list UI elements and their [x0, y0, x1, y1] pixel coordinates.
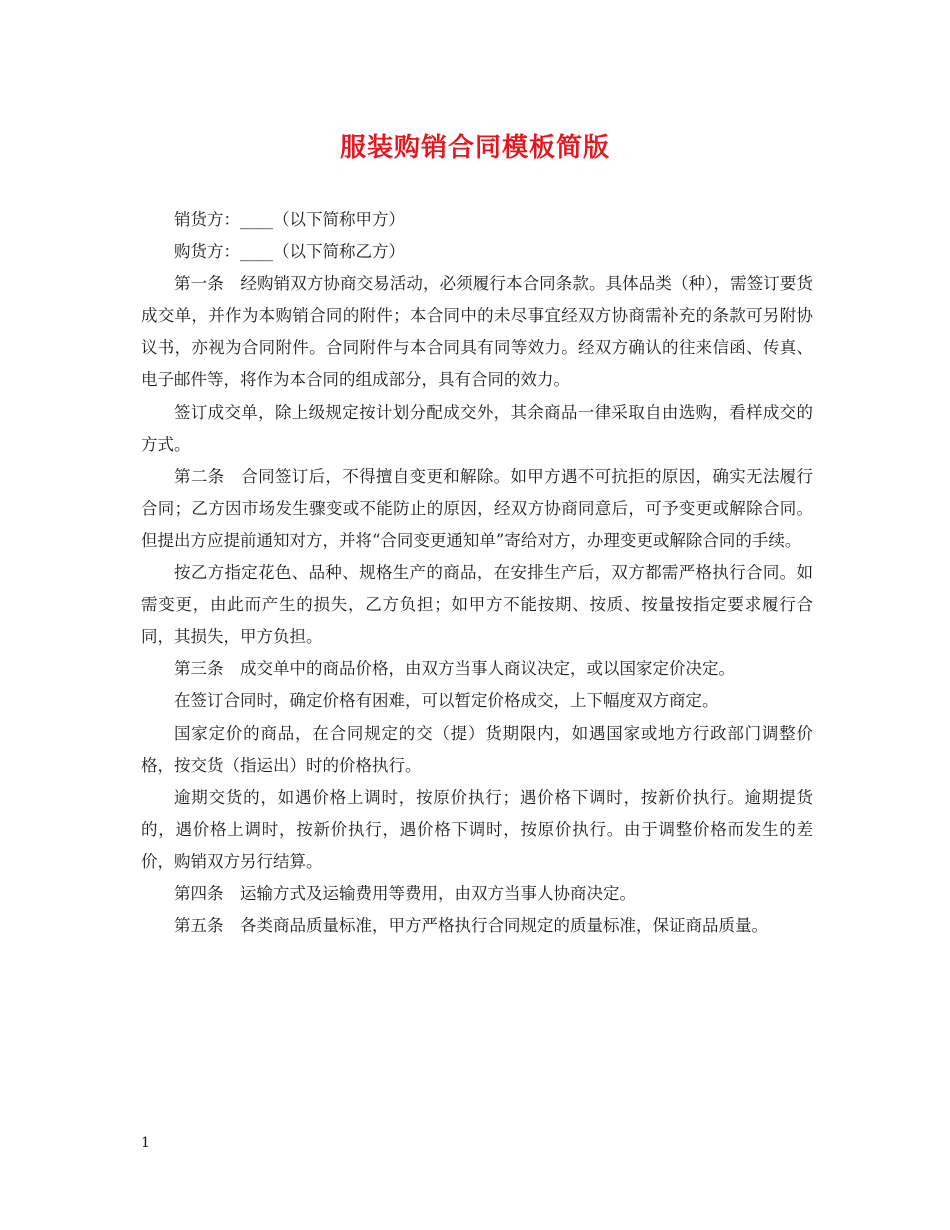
paragraph-tentative-price: 在签订合同时，确定价格有困难，可以暂定价格成交，上下幅度双方商定。	[174, 691, 719, 711]
document-body	[141, 204, 813, 942]
paragraph-overdue: 逾期交货的，如遇价格上调时，按原价执行；遇价格下调时，按新价执行。逾期提货的，遇价格上调时，按新价执行，遇价格下调时，按原价执行。由于调整价格而发生的差价，购销双方另行结算。	[141, 787, 813, 871]
paragraph-order-method: 签订成交单，除上级规定按计划分配成交外，其余商品一律采取自由选购，看样成交的方式。	[141, 402, 813, 454]
paragraph-article-2: 第二条 合同签订后，不得擅自变更和解除。如甲方遇不可抗拒的原因，确实无法履行合同；乙方因市场发生骤变或不能防止的原因，经双方协商同意后，可予变更或解除合同。但提出方应提前通知对方，并将“合同变更通知单”寄给对方，办理变更或解除合同的手续。	[141, 466, 813, 550]
document-title: 服装购销合同模板简版	[339, 133, 610, 163]
paragraph-state-price: 国家定价的商品，在合同规定的交（提）货期限内，如遇国家或地方行政部门调整价格，按交货（指运出）时的价格执行。	[141, 723, 813, 775]
paragraph-article-5: 第五条 各类商品质量标准，甲方严格执行合同规定的质量标准，保证商品质量。	[174, 916, 768, 936]
page-number: 1	[141, 1135, 150, 1151]
paragraph-custom-goods: 按乙方指定花色、品种、规格生产的商品，在安排生产后，双方都需严格执行合同。如需变更，由此而产生的损失，乙方负担；如甲方不能按期、按质、按量按指定要求履行合同，其损失，甲方负担。	[141, 563, 813, 647]
paragraph-seller: 销货方：____（以下简称甲方）	[174, 210, 405, 229]
paragraph-article-3: 第三条 成交单中的商品价格，由双方当事人商议决定，或以国家定价决定。	[174, 659, 735, 679]
paragraph-buyer: 购货方：____（以下简称乙方）	[174, 242, 405, 262]
paragraph-article-4: 第四条 运输方式及运输费用等费用，由双方当事人协商决定。	[174, 883, 636, 903]
paragraph-article-1: 第一条 经购销双方协商交易活动，必须履行本合同条款。具体品类（种），需签订要货成交单，并作为本购销合同的附件；本合同中的未尽事宜经双方协商需补充的条款可另附协议书，亦视为合同附件。合同附件与本合同具有同等效力。经双方确认的往来信函、传真、电子邮件等，将作为本合同的组成部分，具有合同的效力。	[141, 274, 813, 390]
